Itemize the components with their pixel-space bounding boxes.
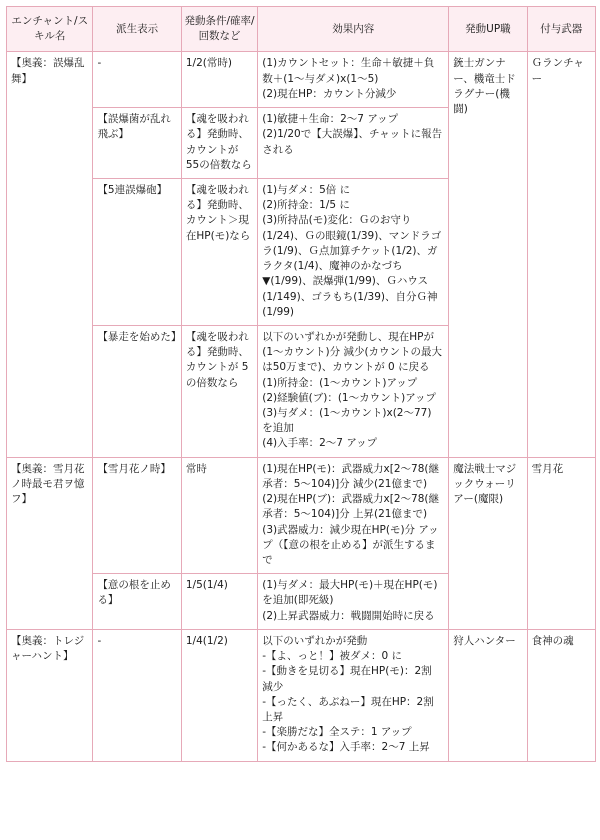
- effect-line: -【動きを見切る】現在HP(モ)：2割 減少: [262, 665, 432, 693]
- column-header-up-job: 発動UP職: [449, 7, 527, 52]
- effect-line: (1)敏捷＋生命：2〜7 アップ: [262, 113, 399, 126]
- effect-line: (2)上昇武器威力：戦闘開始時に戻る: [262, 609, 435, 622]
- cell-derivation: 【雪月花ノ時】: [93, 457, 181, 574]
- cell-skill-name: 【奥義：誤爆乱舞】: [7, 52, 93, 457]
- cell-effect: [258, 325, 449, 457]
- cell-condition: 1/2(常時): [181, 52, 257, 108]
- effect-line: (2)現在HP(ブ)：武器威力x[2〜78(継承者：5〜104)]分 上昇(21億まで): [262, 493, 439, 521]
- column-header-weapon: 付与武器: [527, 7, 595, 52]
- effect-line: (1)与ダメ：最大HP(モ)＋現在HP(モ) を追加(即死級): [262, 579, 438, 607]
- cell-skill-name: 【奥義：トレジャーハント】: [7, 629, 93, 761]
- cell-effect: [258, 52, 449, 108]
- column-header-effect: 効果内容: [258, 7, 449, 52]
- cell-condition: 【魂を吸われる】発動時、カウント＞現在HP(モ)なら: [181, 178, 257, 325]
- effect-line: (3)武器威力：減少現在HP(モ)分 アップ（【意の根を止める】が派生するまで: [262, 523, 439, 566]
- cell-derivation: 【誤爆菌が乱れ飛ぶ】: [93, 108, 181, 179]
- effect-line: -【楽勝だな】全ステ：1 アップ: [262, 726, 412, 739]
- cell-effect: [258, 108, 449, 179]
- table-row: [7, 629, 596, 761]
- cell-effect: [258, 574, 449, 630]
- cell-weapon: 食神の魂: [527, 629, 595, 761]
- column-header-skill-name: エンチャント/スキル名: [7, 7, 93, 52]
- cell-weapon: Ｇランチャー: [527, 52, 595, 457]
- cell-derivation: 【5連誤爆砲】: [93, 178, 181, 325]
- effect-line: (3)所持品(モ)変化：Ｇのお守り(1/24)、Ｇの眼鏡(1/39)、マンドラゴラ(1/9)、Ｇ点加算チケット(1/2)、ガラクタ(1/4)、魔神のかなづち▼(1/99)、誤爆弾(1/99)、Ｇハウス(1/149)、ゴラもち(1/39)、自分Ｇ神(1/99): [262, 214, 442, 318]
- enchant-skill-table: [6, 6, 596, 762]
- cell-condition: 1/5(1/4): [181, 574, 257, 630]
- column-header-derivation: 派生表示: [93, 7, 181, 52]
- effect-line: (4)入手率：2〜7 アップ: [262, 437, 378, 450]
- cell-derivation: 【意の根を止める】: [93, 574, 181, 630]
- effect-line: (2)1/20で【大誤爆】、チャットに報告される: [262, 128, 443, 156]
- cell-skill-name: 【奥義：雪月花ノ時最モ君ヲ憶フ】: [7, 457, 93, 629]
- cell-up-job: 狩人ハンター: [449, 629, 527, 761]
- effect-line: -【何かあるな】入手率：2〜7 上昇: [262, 741, 430, 754]
- cell-up-job: [449, 52, 527, 457]
- cell-effect: [258, 178, 449, 325]
- effect-line: (1)所持金：(1〜カウント)アップ: [262, 376, 418, 389]
- table-body: [7, 52, 596, 761]
- table-row: [7, 457, 596, 574]
- table-row: [7, 52, 596, 108]
- column-header-condition: 発動条件/確率/回数など: [181, 7, 257, 52]
- cell-effect: [258, 629, 449, 761]
- effect-line: (1)カウントセット：生命＋敏捷＋負数＋(1〜与ダメ)x(1〜5): [262, 57, 435, 85]
- cell-derivation: -: [93, 629, 181, 761]
- cell-effect: [258, 457, 449, 574]
- cell-derivation: -: [93, 52, 181, 108]
- effect-line: (2)所持金：1/5 に: [262, 199, 350, 212]
- cell-condition: 【魂を吸われる】発動時、カウントが 5の倍数なら: [181, 325, 257, 457]
- effect-line: -【よ、っと！】被ダメ：0 に: [262, 650, 403, 663]
- effect-line: 以下のいずれかが発動: [262, 634, 368, 647]
- effect-line: 以下のいずれかが発動し、現在HPが(1〜カウント)分 減少(カウントの最大は50万まで)、カウントが 0 に戻る: [262, 330, 443, 374]
- table-header-row: [7, 7, 596, 52]
- cell-condition: 1/4(1/2): [181, 629, 257, 761]
- effect-line: (3)与ダメ：(1〜カウント)x(2〜77) を追加: [262, 407, 432, 435]
- cell-weapon: 雪月花: [527, 457, 595, 629]
- effect-line: (1)現在HP(モ)：武器威力x[2〜78(継承者：5〜104)]分 減少(21億まで): [262, 462, 439, 490]
- table-header: [7, 7, 596, 52]
- effect-line: (2)現在HP：カウント分減少: [262, 87, 397, 100]
- cell-derivation: 【暴走を始めた】: [93, 325, 181, 457]
- cell-condition: 常時: [181, 457, 257, 574]
- cell-up-job: 魔法戦士マジックウォーリアー(魔限): [449, 457, 527, 629]
- effect-line: (1)与ダメ：5倍 に: [262, 183, 351, 196]
- cell-condition: 【魂を吸われる】発動時、カウントが 55の倍数なら: [181, 108, 257, 179]
- effect-line: -【ったく、あぶねー】現在HP：2割 上昇: [262, 695, 434, 723]
- up-job-text: 銃士ガンナー、機竜士ドラグナー(機闘): [453, 57, 516, 116]
- effect-line: (2)経験値(ブ)：(1〜カウント)アップ: [262, 391, 436, 404]
